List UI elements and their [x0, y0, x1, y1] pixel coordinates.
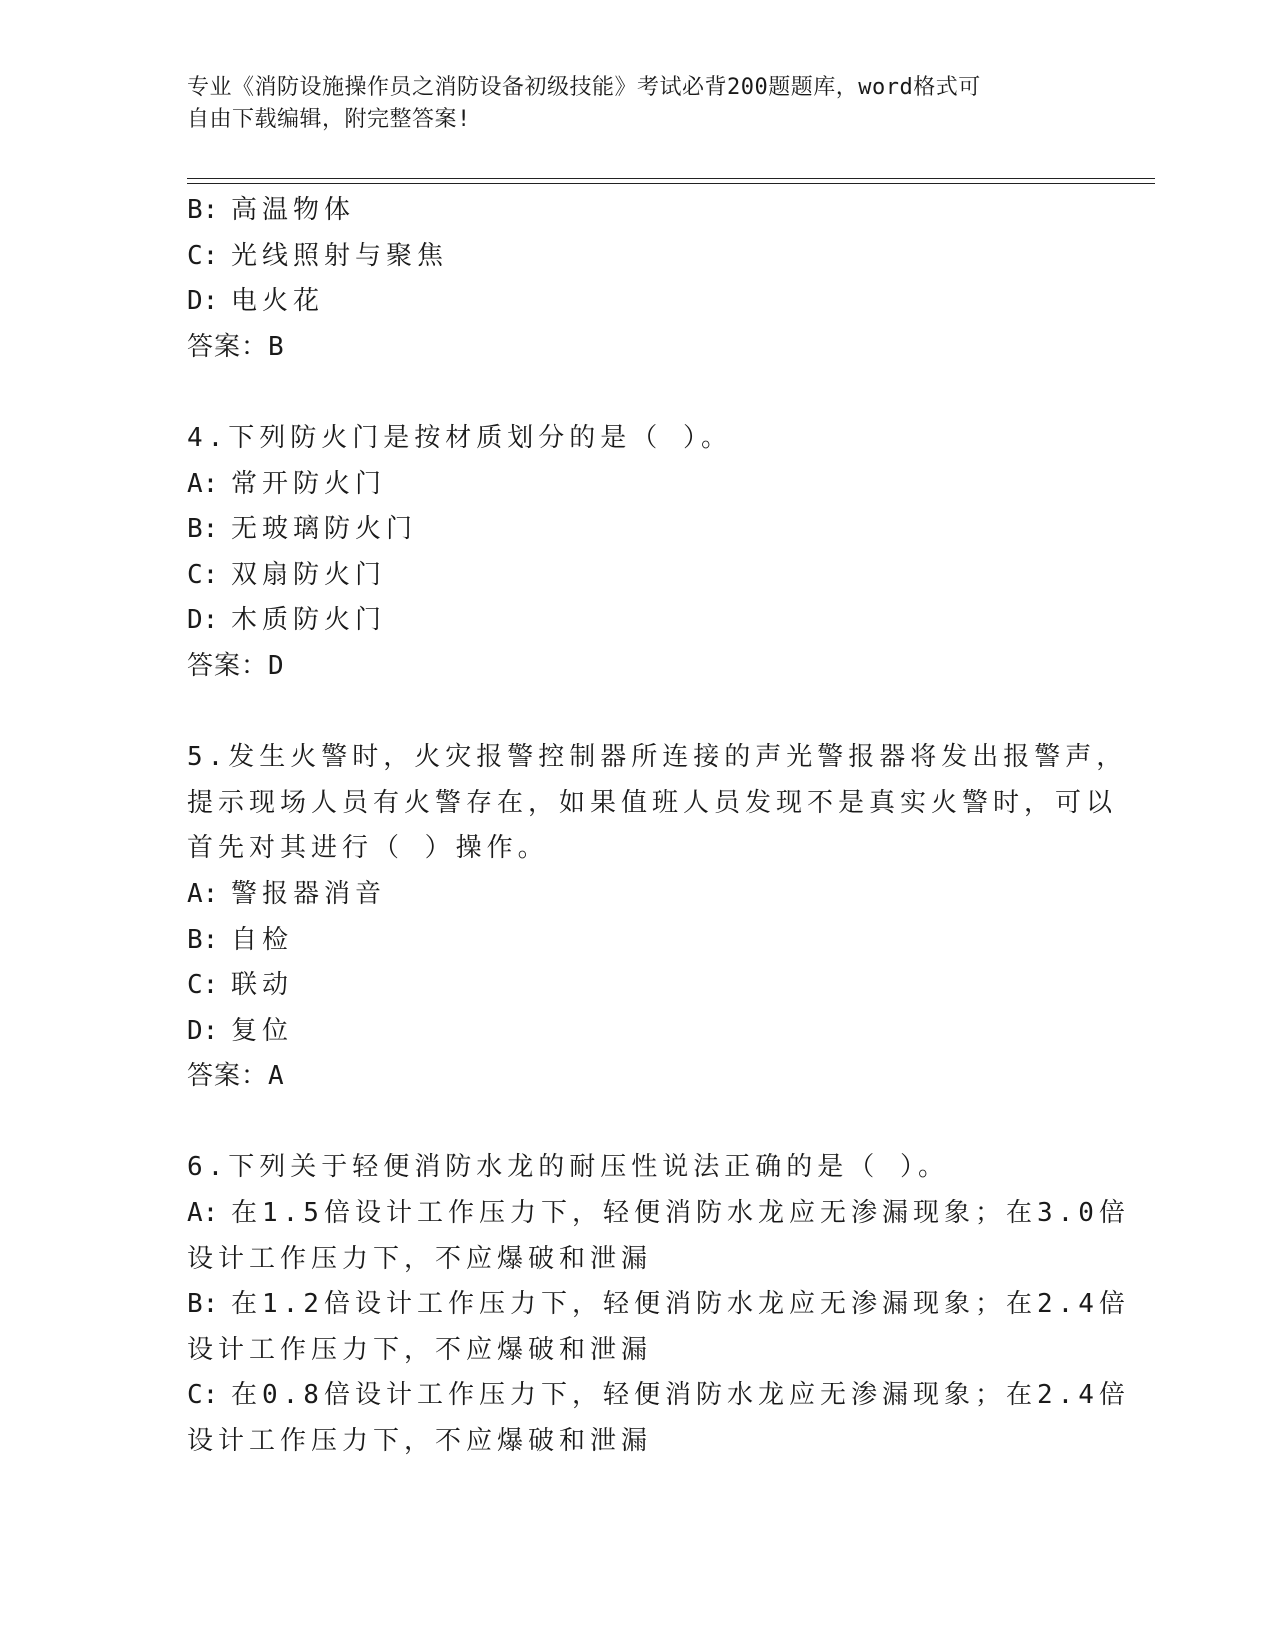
answer: 答案：B — [187, 331, 285, 362]
option-b-continued: 设计工作压力下，不应爆破和泄漏 — [187, 1334, 653, 1365]
question-stem: 6.下列关于轻便消防水龙的耐压性说法正确的是（ ）。 — [187, 1152, 949, 1183]
option-d: D: 复位 — [187, 1015, 294, 1046]
question-6 — [187, 1145, 1130, 1464]
option-a: A: 警报器消音 — [187, 878, 387, 909]
option-c: C: 联动 — [187, 970, 294, 1001]
header-rule-bottom — [187, 183, 1155, 184]
option-c: C: 光线照射与聚焦 — [187, 240, 449, 271]
option-b: B: 高温物体 — [187, 195, 356, 225]
question-4 — [187, 416, 1087, 690]
question-5 — [187, 735, 1128, 1100]
document-header — [187, 72, 1067, 136]
header-line-1: 专业《消防设施操作员之消防设备初级技能》考试必背200题题库，word格式可 — [187, 75, 981, 100]
question-stem: 4.下列防火门是按材质划分的是（ ）。 — [187, 422, 732, 453]
option-c-continued: 设计工作压力下，不应爆破和泄漏 — [187, 1426, 653, 1457]
header-line-2: 自由下载编辑，附完整答案! — [187, 107, 471, 132]
question-stem-line: 5.发生火警时，火灾报警控制器所连接的声光警报器将发出报警声， — [187, 742, 1128, 773]
option-b: B: 在1.2倍设计工作压力下，轻便消防水龙应无渗漏现象；在2.4倍 — [187, 1289, 1130, 1320]
option-a-continued: 设计工作压力下，不应爆破和泄漏 — [187, 1243, 653, 1274]
option-d: D: 木质防火门 — [187, 605, 387, 636]
option-d: D: 电火花 — [187, 286, 325, 317]
answer: 答案：D — [187, 650, 285, 681]
question-3 — [187, 188, 1087, 370]
option-c: C: 在0.8倍设计工作压力下，轻便消防水龙应无渗漏现象；在2.4倍 — [187, 1380, 1130, 1411]
option-c: C: 双扇防火门 — [187, 559, 387, 590]
answer: 答案：A — [187, 1061, 285, 1092]
option-a: A: 常开防火门 — [187, 468, 387, 499]
question-stem-line: 首先对其进行（ ）操作。 — [187, 833, 549, 864]
option-b: B: 自检 — [187, 924, 294, 955]
option-b: B: 无玻璃防火门 — [187, 514, 418, 545]
document-body — [187, 188, 1130, 1465]
question-stem-line: 提示现场人员有火警存在，如果值班人员发现不是真实火警时，可以 — [187, 787, 1118, 818]
header-rule-top — [187, 178, 1155, 179]
option-a: A: 在1.5倍设计工作压力下，轻便消防水龙应无渗漏现象；在3.0倍 — [187, 1198, 1130, 1229]
